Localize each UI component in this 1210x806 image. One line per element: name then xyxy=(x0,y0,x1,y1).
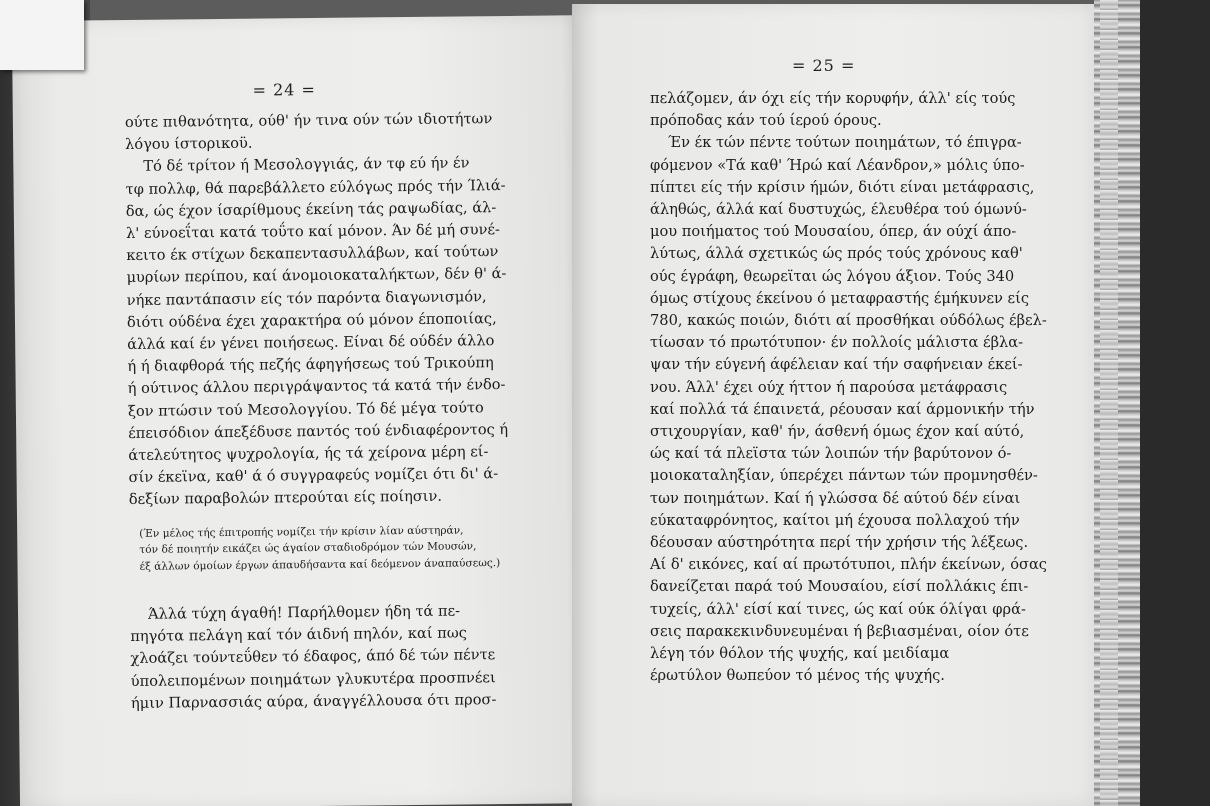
text-line: άληθώς, άλλά καί δυστυχώς, έλευθέρα τού όμωνύ- xyxy=(650,201,1027,219)
text-line: καί πολλά τά έπαινετά, ρέουσαν καί άρμονικήν τήν xyxy=(650,400,1035,418)
text-line: πίπτει είς τήν κρίσιν ήμών, διότι είναι μετάφρασις, xyxy=(650,178,1035,196)
text-line: λ' εύνοεΐται κατά τοΰτο καί μόνον. Άν δέ μή συνέ- xyxy=(125,221,500,242)
footnote-line: έξ άλλων όμοίων έργων άπαυδήσαντα καί δεόμενον άναπαύσεως.) xyxy=(139,556,501,573)
text-line: ξον πτώσιν τού Μεσολογγίου. Τό δέ μέγα τούτο xyxy=(127,398,484,420)
text-line: ούτε πιθανότητα, ούθ' ήν τινα ούν τών ιδιοτήτων xyxy=(124,110,493,131)
text-line: δεξίων παραβολών πτερούται είς ποίησιν. xyxy=(128,488,443,509)
text-line: τφ πολλφ, θά παρεβάλλετο εύλόγως πρός τήν Ίλιά- xyxy=(125,176,506,198)
page-number-left: = 24 = xyxy=(252,79,317,100)
text-line: άτελεύτητος ψυχρολογία, ής τά χείρονα μέρη εί- xyxy=(128,443,489,465)
footnote-line: (Έν μέλος τής έπιτροπής νομίζει τήν κρίσιν λίαν αύστηράν, xyxy=(139,524,464,540)
text-line: δέουσαν αύστηρότητα περί τήν χρήσιν τής λέξεως. xyxy=(650,534,1029,552)
text-line: σίν έκεϊνα, καθ' ά ό συγγραφεύς νομίζει ότι δι' ά- xyxy=(128,465,499,487)
text-line: όμως στίχους έκείνου ό μεταφραστής έμήκυνεν είς xyxy=(650,289,1030,307)
text-line: δα, ώς έχον ίσαρίθμους έκείνη τάς ραψωδίας, άλ- xyxy=(125,198,497,220)
text-line: ήμιν Παρνασσιάς αύρα, άναγγέλλουσα ότι προσ- xyxy=(130,690,497,712)
text-line: λόγου ίστορικοϋ. xyxy=(125,134,253,154)
text-line: εύκαταφρόνητος, καίτοι μή έχουσα πολλαχού τήν xyxy=(650,511,1020,529)
text-line: των ποιημάτων. Καί ή γλώσσα δέ αύτού δέν είναι xyxy=(650,489,1021,507)
text-line: Αί δ' εικόνες, καί αί πρωτότυποι, πλήν έκείνων, όσας xyxy=(650,556,1047,574)
left-page-body xyxy=(125,108,509,512)
text-line: έπεισόδιον άπεξέδυσε παντός τού ένδιαφέροντος ή xyxy=(128,420,509,442)
text-line: νου. Άλλ' έχει ούχ ήττον ή παρούσα μετάφρασις xyxy=(650,378,1008,396)
right-page-body xyxy=(650,88,1047,687)
text-line: σεις παρακεκινδυνευμέναι ή βεβιασμέναι, οίον ότε xyxy=(650,622,1029,640)
text-line: μοιοκαταληξίαν, ύπερέχει πάντων τών προμνησθέν- xyxy=(650,467,1038,485)
text-line: 780, κακώς ποιών, διότι αί προσθήκαι ούδόλως έβελ- xyxy=(650,312,1047,330)
text-line: λύτως, άλλά σχετικώς ώς πρός τούς χρόνους καθ' xyxy=(650,245,1023,263)
text-line: τίωσαν τό πρωτότυπον· έν πολλοίς μάλιστα έβλα- xyxy=(650,334,1024,352)
text-line: κειτο έκ στίχων δεκαπεντασυλλάβων, καί τούτων xyxy=(126,243,499,265)
footnote xyxy=(139,522,500,575)
text-line: νήκε παντάπασιν είς τόν παρόντα διαγωνισμόν, xyxy=(126,287,487,309)
text-line: φόμενον «Τά καθ' Ήρώ καί Λέανδρον,» μόλις ύπο- xyxy=(650,156,1025,174)
text-line: Άλλά τύχη άγαθή! Παρήλθομεν ήδη τά πε- xyxy=(147,602,461,623)
right-page xyxy=(572,4,1094,806)
text-line: ή ή διαφθορά τής πεζής άφηγήσεως τού Τρικούπη xyxy=(127,354,494,376)
text-line: τυχείς, άλλ' είσί καί τινες, ώς καί ούκ όλίγαι φρά- xyxy=(650,600,1026,618)
text-line: Τό δέ τρίτον ή Μεσολογγιάς, άν τφ εύ ήν έν xyxy=(143,154,470,176)
text-line: πελάζομεν, άν όχι είς τήν κορυφήν, άλλ' είς τούς xyxy=(650,90,1016,107)
footnote-line: τόν δέ ποιητήν εικάζει ώς άγαίον σταδιοδρόμον τών Μουσών, xyxy=(139,540,477,557)
text-line: ψαν τήν εύγενή άφέλειαν καί τήν σαφήνειαν έκεί- xyxy=(650,356,1023,374)
text-line: έρωτύλον θωπεύον τό μένος τής ψυχής. xyxy=(650,667,945,685)
text-line: ύπολειπομένων ποιημάτων γλυκυτέρα προσπνέει xyxy=(130,668,496,690)
text-line: άλλά καί έν γένει ποιήσεως. Είναι δέ ούδέν άλλο xyxy=(127,332,495,354)
text-line: μου ποιήματος τού Μουσαίου, όπερ, άν ούχί άπο- xyxy=(650,223,1017,241)
text-line: ούς έγράφη, θεωρεϊται ώς λόγου άξιον. Τούς 340 xyxy=(650,267,1015,285)
text-line: στιχουργίαν, καθ' ήν, άσθενή όμως έχον καί αύτό, xyxy=(650,423,1025,441)
page-number-right: = 25 = xyxy=(792,56,856,75)
left-page-body-continued xyxy=(130,600,497,715)
text-line: διότι ούδένα έχει χαρακτήρα ού μόνον έποποιίας, xyxy=(126,309,497,331)
text-line: πρόποδας κάν τού ίερού όρους. xyxy=(650,112,882,130)
text-line: ώς καί τά πλεϊστα τών λοιπών τήν βαρύτονον ό- xyxy=(650,445,1012,463)
text-line: πηγότα πελάγη καί τόν άιδνή πηλόν, καί πως xyxy=(130,624,467,646)
text-line: δανείζεται παρά τού Μουσαίου, είσί πολλάκις έπι- xyxy=(650,578,1029,596)
paper-tab xyxy=(0,0,84,70)
text-line: Έν έκ τών πέντε τούτων ποιημάτων, τό έπιγρα- xyxy=(668,134,1022,152)
text-line: ή ούτινος άλλου περιγράψαντος τά κατά τήν ένδο- xyxy=(127,376,506,398)
left-page xyxy=(12,15,592,806)
text-line: χλοάζει τούντεΰθεν τό έδαφος, άπό δέ τών πέντε xyxy=(130,646,496,668)
text-line: μυρίων περίπου, καί άνομοιοκαταλήκτων, δέν θ' ά- xyxy=(126,265,507,287)
text-line: λέγη τόν θόλον τής ψυχής, καί μειδίαμα xyxy=(650,645,950,663)
book-cover-edge xyxy=(1140,0,1210,806)
book-page-edges xyxy=(1100,0,1118,806)
